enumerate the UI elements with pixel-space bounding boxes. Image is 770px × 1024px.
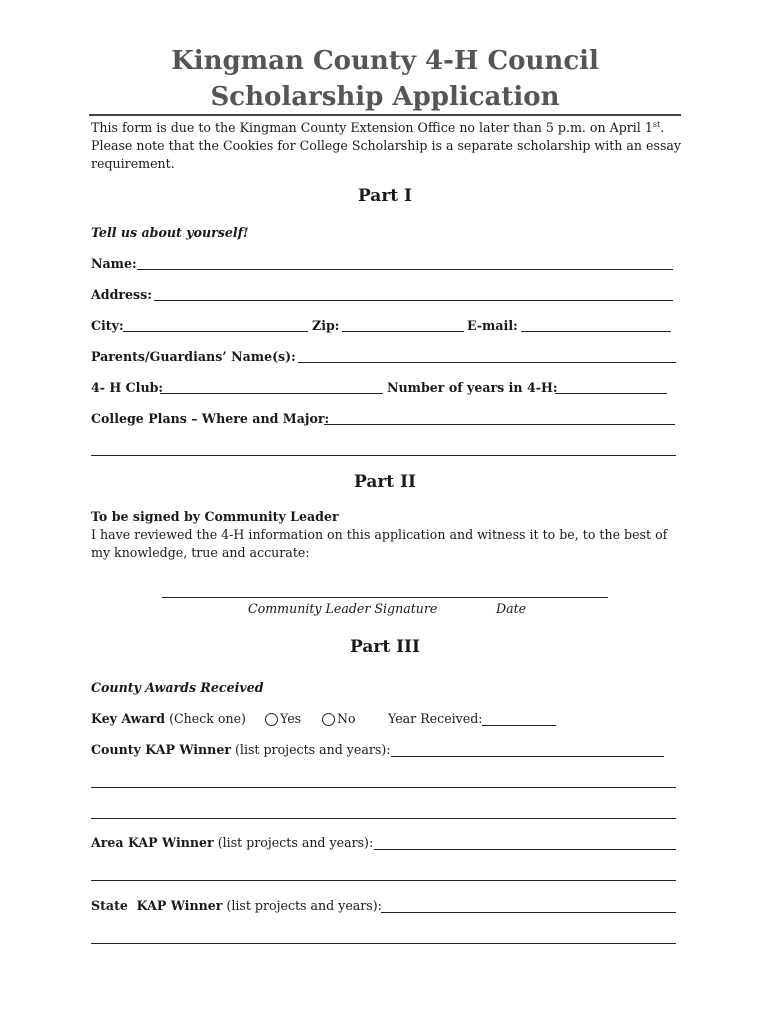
part2-text-line2: my knowledge, true and accurate: bbox=[91, 545, 310, 560]
date-caption: Date bbox=[496, 601, 527, 616]
zip-label: Zip: bbox=[312, 318, 340, 333]
city-label: City: bbox=[91, 318, 124, 333]
intro-text bbox=[91, 119, 691, 173]
leader-signature-line[interactable] bbox=[162, 597, 608, 598]
state-kap-field-line2[interactable] bbox=[91, 943, 676, 944]
parents-label: Parents/Guardians’ Name(s): bbox=[91, 349, 296, 364]
part3-subheading: County Awards Received bbox=[91, 680, 264, 695]
key-award-row bbox=[91, 709, 246, 729]
intro-line1: This form is due to the Kingman County Extension Office no later than 5 p.m. on April 1st. bbox=[91, 119, 665, 135]
key-award-label: Key Award bbox=[91, 711, 166, 726]
county-kap-label: County KAP Winner bbox=[91, 742, 231, 757]
part1-heading: Part I bbox=[357, 186, 413, 206]
part2-heading: Part II bbox=[354, 472, 416, 492]
county-kap-field-line3[interactable] bbox=[91, 818, 676, 819]
part2-text-line1: I have reviewed the 4-H information on this application and witness it to be, to the best of bbox=[91, 527, 668, 542]
year-received-label: Year Received: bbox=[388, 711, 483, 726]
no-radio-icon[interactable] bbox=[322, 713, 335, 726]
college-field-line2[interactable] bbox=[91, 455, 676, 456]
name-field[interactable] bbox=[137, 269, 673, 270]
part2-subheading: To be signed by Community Leader bbox=[91, 509, 339, 524]
club-field[interactable] bbox=[160, 393, 383, 394]
address-field[interactable] bbox=[154, 300, 673, 301]
club-label: 4- H Club: bbox=[91, 380, 164, 395]
email-field[interactable] bbox=[521, 331, 671, 332]
yes-label: Yes bbox=[280, 711, 302, 726]
state-kap-row bbox=[91, 896, 382, 916]
part3-heading: Part III bbox=[350, 637, 420, 657]
area-kap-label: Area KAP Winner bbox=[91, 835, 214, 850]
signature-caption: Community Leader Signature bbox=[248, 601, 438, 616]
college-field[interactable] bbox=[324, 424, 675, 425]
no-label: No bbox=[337, 711, 356, 726]
area-kap-row bbox=[91, 833, 373, 853]
college-label: College Plans – Where and Major: bbox=[91, 411, 330, 426]
intro-line3: requirement. bbox=[91, 156, 175, 171]
county-kap-field[interactable] bbox=[391, 756, 664, 757]
part1-subheading: Tell us about yourself! bbox=[91, 225, 249, 240]
no-option[interactable] bbox=[322, 709, 356, 729]
area-kap-field-line2[interactable] bbox=[91, 880, 676, 881]
form-title-line1: Kingman County 4-H Council bbox=[171, 46, 599, 76]
state-kap-label: State KAP Winner bbox=[91, 898, 223, 913]
form-title-line2: Scholarship Application bbox=[210, 82, 560, 112]
title-rule bbox=[89, 114, 681, 116]
state-kap-note: (list projects and years): bbox=[226, 898, 382, 913]
years-label: Number of years in 4-H: bbox=[387, 380, 558, 395]
yes-option[interactable] bbox=[265, 709, 301, 729]
zip-field[interactable] bbox=[342, 331, 464, 332]
email-label: E-mail: bbox=[467, 318, 518, 333]
city-field[interactable] bbox=[123, 331, 308, 332]
county-kap-row bbox=[91, 740, 391, 760]
area-kap-note: (list projects and years): bbox=[217, 835, 374, 850]
name-label: Name: bbox=[91, 256, 137, 271]
parents-field[interactable] bbox=[298, 362, 676, 363]
key-award-note: (Check one) bbox=[169, 711, 246, 726]
intro-line2: Please note that the Cookies for College Scholarship is a separate scholarship with an essay bbox=[91, 138, 682, 153]
area-kap-field[interactable] bbox=[374, 849, 676, 850]
county-kap-field-line2[interactable] bbox=[91, 787, 676, 788]
state-kap-field[interactable] bbox=[381, 912, 676, 913]
yes-radio-icon[interactable] bbox=[265, 713, 278, 726]
year-received-field[interactable] bbox=[482, 725, 556, 726]
years-field[interactable] bbox=[555, 393, 667, 394]
county-kap-note: (list projects and years): bbox=[235, 742, 391, 757]
address-label: Address: bbox=[91, 287, 152, 302]
